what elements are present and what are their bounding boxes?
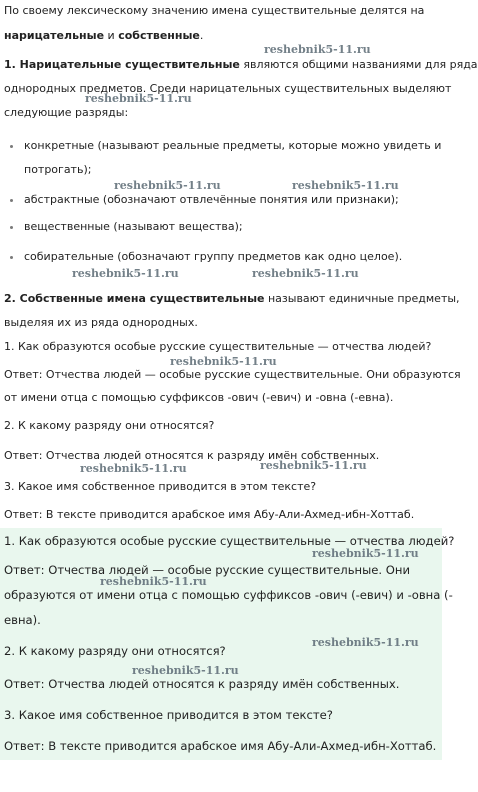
answer-2: Ответ: Отчества людей относятся к разряду имён собственных. [4,449,380,462]
question-3: 3. Какое имя собственное приводится в этом тексте? [4,708,333,722]
category-concrete-line-1: конкретные (называют реальные предметы, которые можно увидеть и [24,139,442,152]
category-collective: собирательные (обозначают группу предметов как одно целое). [24,250,403,263]
proper-lead [4,292,460,306]
watermark-logo: reshebnik5-11.ru [85,92,192,105]
answer-1-line-1: Ответ: Отчества людей — особые русские существительные. Они [4,563,411,577]
intro-line-2 [4,29,203,43]
answer-1-line-2: от имени отца с помощью суффиксов -ович (-евич) и -овна (-евна). [4,391,394,404]
common-lead [4,58,478,72]
intro-period: . [199,29,204,42]
question-3: 3. Какое имя собственное приводится в этом тексте? [4,480,317,493]
watermark-logo: reshebnik5-11.ru [72,267,179,280]
question-1: 1. Как образуются особые русские существительные — отчества людей? [4,534,455,548]
watermark-logo: reshebnik5-11.ru [80,462,187,475]
question-1: 1. Как образуются особые русские существительные — отчества людей? [4,340,432,353]
answer-1-line-2: образуются от имени отца с помощью суффиксов -ович (-евич) и -овна (- [4,588,453,602]
question-2: 2. К какому разряду они относятся? [4,644,226,658]
answer-2: Ответ: Отчества людей относятся к разряду имён собственных. [4,677,400,691]
term-proper: собственные [118,29,200,42]
term-common: нарицательные [4,29,105,42]
common-line-2: однородных предметов. Среди нарицательных существительных выделяют [4,82,452,95]
bullet-icon [10,145,13,148]
question-2: 2. К какому разряду они относятся? [4,419,215,432]
proper-lead-number: 2. [4,292,20,305]
bullet-icon [10,226,13,229]
common-lead-number: 1. [4,58,20,71]
watermark-logo: reshebnik5-11.ru [170,355,277,368]
proper-lead-term: Собственные имена существительные [19,292,265,305]
watermark-logo: reshebnik5-11.ru [312,547,419,560]
watermark-logo: reshebnik5-11.ru [264,43,371,56]
common-lead-text: являются общими названиями для ряда [239,58,478,71]
intro-conjunction: и [104,29,119,42]
proper-line-2: выделяя их из ряда однородных. [4,316,198,329]
watermark-logo: reshebnik5-11.ru [312,636,419,649]
answer-3: Ответ: В тексте приводится арабское имя Абу-Али-Ахмед-ибн-Хоттаб. [4,739,437,753]
answer-3: Ответ: В тексте приводится арабское имя Абу-Али-Ахмед-ибн-Хоттаб. [4,508,415,521]
answer-1-line-1: Ответ: Отчества людей — особые русские существительные. Они образуются [4,368,461,381]
category-concrete-line-2: потрогать); [24,163,92,176]
category-material: вещественные (называют вещества); [24,220,243,233]
common-lead-term: Нарицательные существительные [19,58,240,71]
watermark-logo: reshebnik5-11.ru [132,664,239,677]
bullet-icon [10,256,13,259]
category-abstract: абстрактные (обозначают отвлечённые понятия или признаки); [24,193,399,206]
bullet-icon [10,199,13,202]
proper-lead-text: называют единичные предметы, [264,292,460,305]
watermark-logo: reshebnik5-11.ru [260,459,367,472]
watermark-logo: reshebnik5-11.ru [252,267,359,280]
watermark-logo: reshebnik5-11.ru [100,575,207,588]
common-line-3: следующие разряды: [4,106,129,119]
watermark-logo: reshebnik5-11.ru [114,179,221,192]
answer-1-line-3: евна). [4,613,41,627]
intro-line-1: По своему лексическому значению имена существительные делятся на [4,4,425,17]
watermark-logo: reshebnik5-11.ru [292,179,399,192]
